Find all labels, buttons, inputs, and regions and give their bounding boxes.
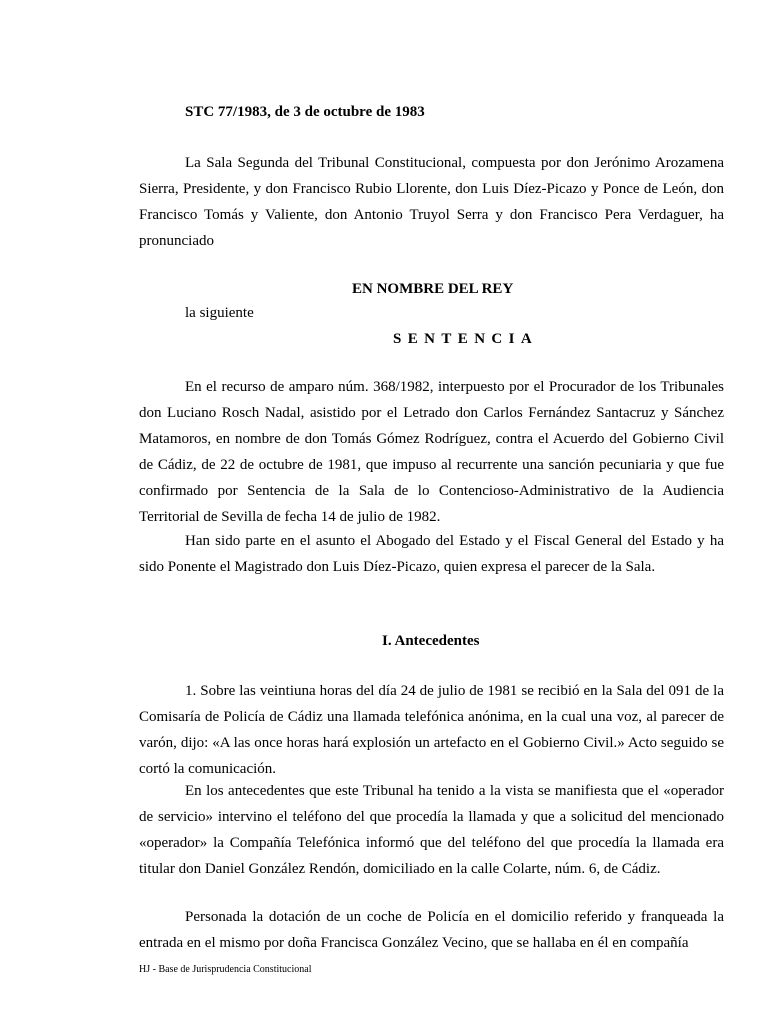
recurso-paragraph: En el recurso de amparo núm. 368/1982, interpuesto por el Procurador de los Tribunales don Luciano Rosch Nadal, asistido por el Letrado don Carlos Fernández Santacruz y Sánchez Matamoros, en nombre de don Tomás Gómez Rodríguez, contra el Acuerdo del Gobierno Civil de Cádiz, de 22 de octubre de 1981, que impuso al recurrente una sanción pecuniaria y que fue confirmado por Sentencia de la Sala de lo Contencioso-Administrativo de la Audiencia Territorial de Sevilla de fecha 14 de julio de 1982. (139, 379, 724, 525)
en-nombre-heading: EN NOMBRE DEL REY (352, 281, 514, 297)
la-siguiente-line: la siguiente (185, 305, 254, 321)
antecedente-3-paragraph: Personada la dotación de un coche de Policía en el domicilio referido y franqueada la entrada en el mismo por doña Francisca González Vecino, que se hallaba en él en compañía (139, 909, 724, 951)
partes-paragraph: Han sido parte en el asunto el Abogado del Estado y el Fiscal General del Estado y ha sido Ponente el Magistrado don Luis Díez-Picazo, quien expresa el parecer de la Sala. (139, 533, 724, 575)
antecedente-1-paragraph: 1. Sobre las veintiuna horas del día 24 de julio de 1981 se recibió en la Sala del 091 de la Comisaría de Policía de Cádiz una llamada telefónica anónima, en la cual una voz, al parecer de varón, dijo: «A las once horas hará explosión un artefacto en el Gobierno Civil.» Acto seguido se cortó la comunicación. (139, 683, 724, 777)
sentencia-heading: SENTENCIA (393, 331, 539, 347)
antecedentes-heading: I. Antecedentes (382, 633, 480, 649)
intro-paragraph: La Sala Segunda del Tribunal Constitucional, compuesta por don Jerónimo Arozamena Sierra, Presidente, y don Francisco Rubio Llorente, don Luis Díez-Picazo y Ponce de León, don Francisco Tomás y Valiente, don Antonio Truyol Serra y don Francisco Pera Verdaguer, ha pronunciado (139, 155, 724, 249)
document-title: STC 77/1983, de 3 de octubre de 1983 (185, 104, 425, 120)
page-footer: HJ - Base de Jurisprudencia Constitucional (139, 964, 312, 975)
antecedente-2-paragraph: En los antecedentes que este Tribunal ha tenido a la vista se manifiesta que el «operador de servicio» intervino el teléfono del que procedía la llamada y que a solicitud del mencionado «operador» la Compañía Telefónica informó que del teléfono del que procedía la llamada era titular don Daniel González Rendón, domiciliado en la calle Colarte, núm. 6, de Cádiz. (139, 783, 724, 877)
